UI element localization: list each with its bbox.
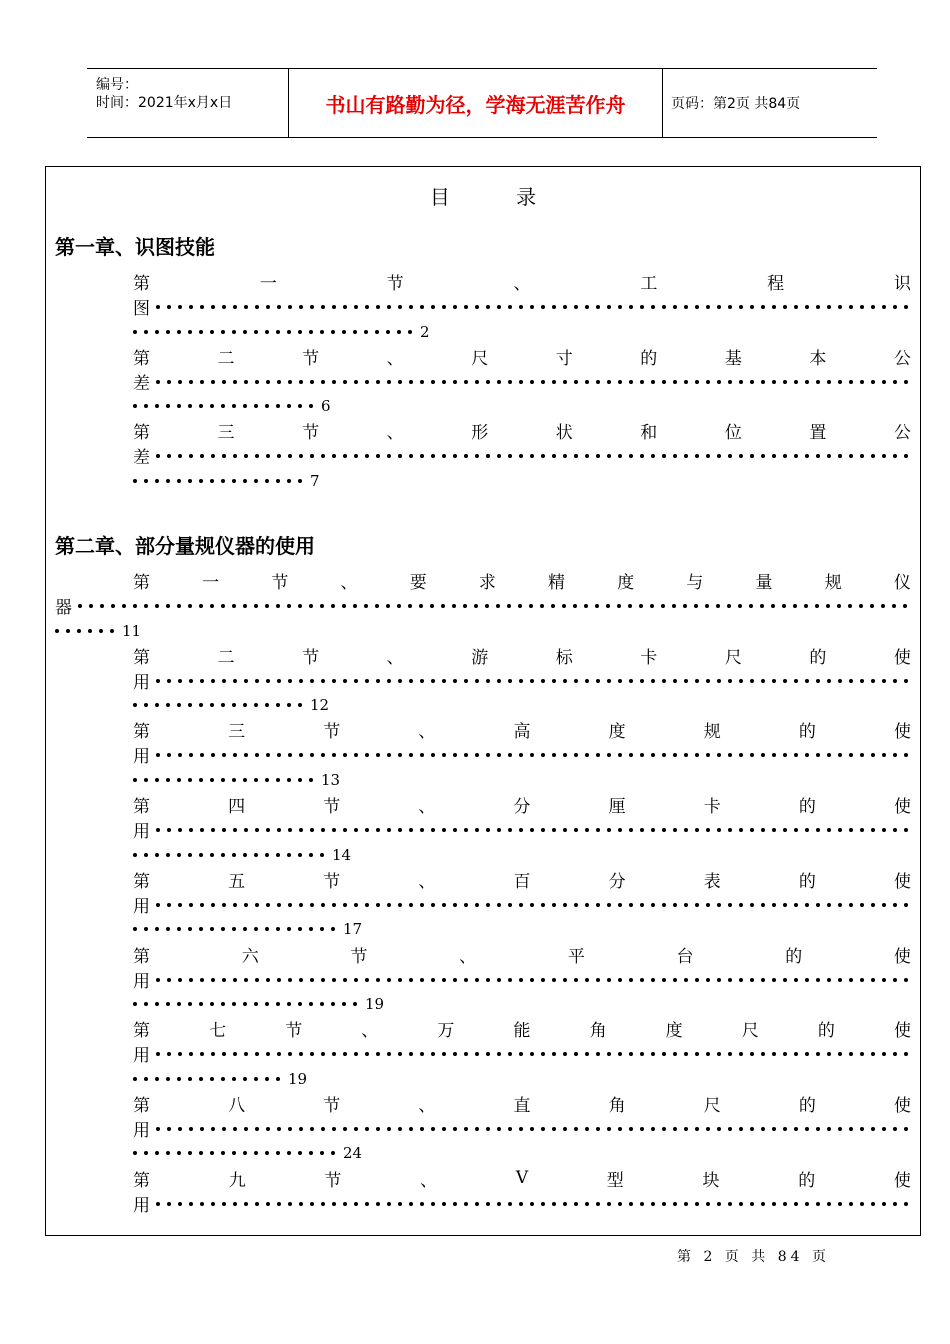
- toc-entry[interactable]: [55, 867, 911, 942]
- heading-last-char: 用: [133, 822, 150, 843]
- dot-leader: [156, 446, 911, 466]
- toc-page-number: 2: [420, 322, 430, 341]
- heading-char: 表: [703, 871, 721, 892]
- heading-last-char: 用: [133, 1195, 150, 1216]
- dot-leader: [133, 404, 320, 408]
- heading-char: 量: [755, 573, 773, 593]
- toc-entry[interactable]: [55, 269, 911, 344]
- heading-char: 位: [724, 423, 742, 444]
- heading-char: 第: [133, 1170, 150, 1191]
- heading-char: 尺: [471, 348, 489, 369]
- serial-label: 编号：: [96, 77, 138, 93]
- heading-char: 寸: [555, 348, 573, 369]
- heading-char: 二: [217, 348, 235, 369]
- heading-char: 第: [133, 423, 150, 444]
- toc-entry[interactable]: [55, 717, 911, 792]
- heading-char: 九: [228, 1170, 246, 1191]
- heading-char: 使: [893, 946, 911, 967]
- heading-char: 六: [241, 946, 259, 967]
- heading-char: 程: [767, 274, 785, 294]
- dot-leader: [133, 778, 320, 782]
- dot-leader: [156, 297, 911, 317]
- heading-char: 第: [133, 573, 150, 593]
- heading-char: 、: [420, 1170, 438, 1191]
- toc-entry-heading: [133, 792, 911, 817]
- heading-char: 、: [418, 871, 436, 892]
- heading-char: 尺: [741, 1021, 759, 1042]
- heading-char: 型: [606, 1170, 624, 1191]
- heading-last-char: 用: [133, 672, 150, 693]
- heading-char: 第: [133, 348, 150, 369]
- heading-char: 规: [824, 573, 842, 593]
- toc-entry[interactable]: [55, 942, 911, 1017]
- dot-leader: [133, 1077, 287, 1081]
- heading-char: 基: [724, 348, 742, 369]
- toc-entry-heading: [133, 1091, 911, 1116]
- heading-char: 七: [209, 1021, 227, 1042]
- heading-last-char: 用: [133, 896, 150, 917]
- heading-char: 第: [133, 1021, 150, 1042]
- heading-last-char: 用: [133, 971, 150, 992]
- heading-char: 度: [617, 573, 635, 593]
- heading-char: 的: [809, 647, 827, 668]
- heading-last-char: 图: [133, 299, 150, 319]
- heading-char: 厘: [608, 797, 626, 818]
- heading-char: 、: [459, 946, 477, 967]
- heading-char: 使: [894, 871, 911, 892]
- heading-char: 直: [513, 1095, 531, 1116]
- time-label: 时间：2021年x月x日: [96, 95, 233, 111]
- heading-char: 第: [133, 871, 150, 892]
- heading-char: 的: [640, 348, 658, 369]
- dot-leader: [133, 703, 309, 707]
- header-meta-cell: [87, 69, 288, 137]
- toc-title: 目 录: [429, 185, 567, 209]
- heading-last-char: 用: [133, 747, 150, 768]
- heading-char: 求: [478, 573, 496, 593]
- toc-box: [45, 166, 921, 1236]
- dot-leader: [55, 629, 121, 633]
- heading-char: 第: [133, 722, 150, 743]
- dot-leader: [78, 596, 911, 616]
- dot-leader: [156, 969, 911, 989]
- heading-char: 工: [640, 274, 658, 294]
- heading-char: 使: [894, 722, 911, 743]
- dot-leader: [156, 745, 911, 765]
- heading-char: 、: [418, 1095, 436, 1116]
- toc-entry[interactable]: [55, 568, 911, 643]
- heading-char: 节: [350, 946, 368, 967]
- heading-char: 使: [893, 1170, 911, 1191]
- heading-char: 万: [437, 1021, 455, 1042]
- heading-char: 节: [323, 722, 341, 743]
- heading-last-char: 器: [55, 598, 72, 618]
- heading-char: 精: [548, 573, 566, 593]
- heading-char: 的: [798, 722, 816, 743]
- toc-page-number: 19: [365, 995, 385, 1013]
- heading-char: 节: [323, 871, 341, 892]
- dot-leader: [133, 853, 331, 857]
- toc-page-number: 6: [321, 397, 331, 416]
- dot-leader: [133, 927, 342, 931]
- heading-char: 尺: [724, 647, 742, 668]
- heading-char: 高: [513, 722, 531, 743]
- heading-char: 与: [686, 573, 704, 593]
- heading-char: 节: [323, 1095, 341, 1116]
- heading-char: 节: [302, 647, 320, 668]
- heading-last-char: 用: [133, 1046, 150, 1067]
- heading-char: 第: [133, 274, 150, 294]
- heading-char: 卡: [640, 647, 658, 668]
- toc-entry-heading: [133, 568, 911, 593]
- heading-char: 、: [361, 1021, 379, 1042]
- heading-char: 标: [555, 647, 573, 668]
- toc-entry[interactable]: [55, 344, 911, 419]
- heading-char: 的: [798, 1170, 816, 1191]
- heading-char: 块: [702, 1170, 720, 1191]
- dot-leader: [156, 371, 911, 391]
- heading-char: 三: [217, 423, 235, 444]
- heading-char: 、: [513, 274, 531, 294]
- heading-char: 节: [285, 1021, 303, 1042]
- heading-char: 的: [798, 871, 816, 892]
- header-motto: 书山有路勤为径，学海无涯苦作舟: [288, 69, 663, 137]
- heading-char: 、: [340, 573, 358, 593]
- heading-char: 平: [567, 946, 585, 967]
- header-page-label: 页码：第2页 共84页: [671, 96, 801, 112]
- toc-entry-heading: [133, 1016, 911, 1041]
- dot-leader: [133, 479, 309, 483]
- heading-char: V: [515, 1168, 529, 1189]
- heading-char: 角: [589, 1021, 607, 1042]
- heading-char: 使: [894, 1095, 911, 1116]
- heading-char: 分: [513, 797, 531, 818]
- heading-char: 公: [893, 348, 911, 369]
- heading-char: 度: [608, 722, 626, 743]
- heading-char: 台: [676, 946, 694, 967]
- toc-page-number: 14: [332, 845, 352, 864]
- heading-char: 第: [133, 797, 150, 818]
- dot-leader: [133, 1002, 364, 1006]
- toc-page-number: 17: [343, 920, 363, 939]
- toc-page-number: 19: [288, 1069, 308, 1088]
- toc-entry-heading: [133, 717, 911, 742]
- heading-char: 一: [202, 573, 220, 593]
- toc-entry-heading: [133, 1166, 911, 1191]
- heading-char: 一: [259, 274, 277, 294]
- toc-page-number: 24: [343, 1144, 363, 1163]
- heading-char: 第: [133, 946, 150, 967]
- heading-char: 使: [893, 647, 911, 668]
- toc-page-number: 12: [310, 696, 330, 715]
- toc-entry-heading: [133, 867, 911, 892]
- heading-char: 的: [785, 946, 803, 967]
- toc-entry[interactable]: [55, 418, 911, 493]
- heading-last-char: 用: [133, 1120, 150, 1141]
- heading-char: 要: [409, 573, 427, 593]
- toc-entry[interactable]: [55, 792, 911, 867]
- heading-char: 节: [386, 274, 404, 294]
- toc-page-number: 11: [122, 621, 142, 640]
- dot-leader: [156, 670, 911, 690]
- toc-entry-heading: [133, 418, 911, 443]
- heading-char: 分: [608, 871, 626, 892]
- heading-char: 百: [513, 871, 531, 892]
- heading-char: 的: [798, 1095, 816, 1116]
- toc-entry[interactable]: [55, 1016, 911, 1091]
- heading-char: 、: [386, 423, 404, 444]
- dot-leader: [133, 1151, 342, 1155]
- heading-char: 使: [893, 1021, 911, 1042]
- heading-char: 节: [302, 423, 320, 444]
- chapter-heading: 第二章、部分量规仪器的使用: [55, 534, 315, 558]
- heading-char: 、: [418, 797, 436, 818]
- heading-char: 尺: [703, 1095, 721, 1116]
- heading-char: 形: [471, 423, 489, 444]
- toc-page-number: 13: [321, 770, 341, 789]
- heading-char: 八: [228, 1095, 246, 1116]
- heading-char: 、: [386, 647, 404, 668]
- heading-char: 节: [302, 348, 320, 369]
- toc-entry[interactable]: [55, 1091, 911, 1166]
- dot-leader: [156, 820, 911, 840]
- toc-entry-heading: [133, 269, 911, 294]
- heading-char: 角: [608, 1095, 626, 1116]
- heading-char: 节: [323, 797, 341, 818]
- heading-char: 二: [217, 647, 235, 668]
- document-header: [87, 68, 877, 138]
- heading-char: 五: [228, 871, 246, 892]
- heading-char: 的: [798, 797, 816, 818]
- toc-entry-heading: [133, 942, 911, 967]
- heading-char: 第: [133, 1095, 150, 1116]
- heading-char: 置: [809, 423, 827, 444]
- heading-char: 第: [133, 647, 150, 668]
- heading-char: 四: [228, 797, 246, 818]
- heading-char: 能: [513, 1021, 531, 1042]
- heading-char: 度: [665, 1021, 683, 1042]
- toc-entry-heading: [133, 344, 911, 369]
- toc-entry[interactable]: [55, 643, 911, 718]
- heading-char: 三: [228, 722, 246, 743]
- dot-leader: [156, 1193, 911, 1213]
- heading-char: 的: [817, 1021, 835, 1042]
- heading-char: 仪: [893, 573, 911, 593]
- heading-char: 和: [640, 423, 658, 444]
- heading-char: 节: [271, 573, 289, 593]
- dot-leader: [156, 894, 911, 914]
- toc-entry[interactable]: [55, 1166, 911, 1216]
- heading-char: 公: [893, 423, 911, 444]
- heading-char: 游: [471, 647, 489, 668]
- heading-char: 规: [703, 722, 721, 743]
- heading-last-char: 差: [133, 373, 150, 394]
- heading-last-char: 差: [133, 448, 150, 469]
- heading-char: 、: [418, 722, 436, 743]
- toc-entry-heading: [133, 643, 911, 668]
- heading-char: 本: [809, 348, 827, 369]
- dot-leader: [156, 1044, 911, 1064]
- page-footer: 第 2 页 共 84 页: [677, 1249, 830, 1265]
- heading-char: 使: [894, 797, 911, 818]
- dot-leader: [156, 1118, 911, 1138]
- heading-char: 、: [386, 348, 404, 369]
- chapter-heading: 第一章、识图技能: [55, 235, 215, 259]
- heading-char: 卡: [703, 797, 721, 818]
- heading-char: 状: [555, 423, 573, 444]
- dot-leader: [133, 330, 419, 334]
- toc-page-number: 7: [310, 471, 320, 490]
- heading-char: 识: [893, 274, 911, 294]
- heading-char: 节: [324, 1170, 342, 1191]
